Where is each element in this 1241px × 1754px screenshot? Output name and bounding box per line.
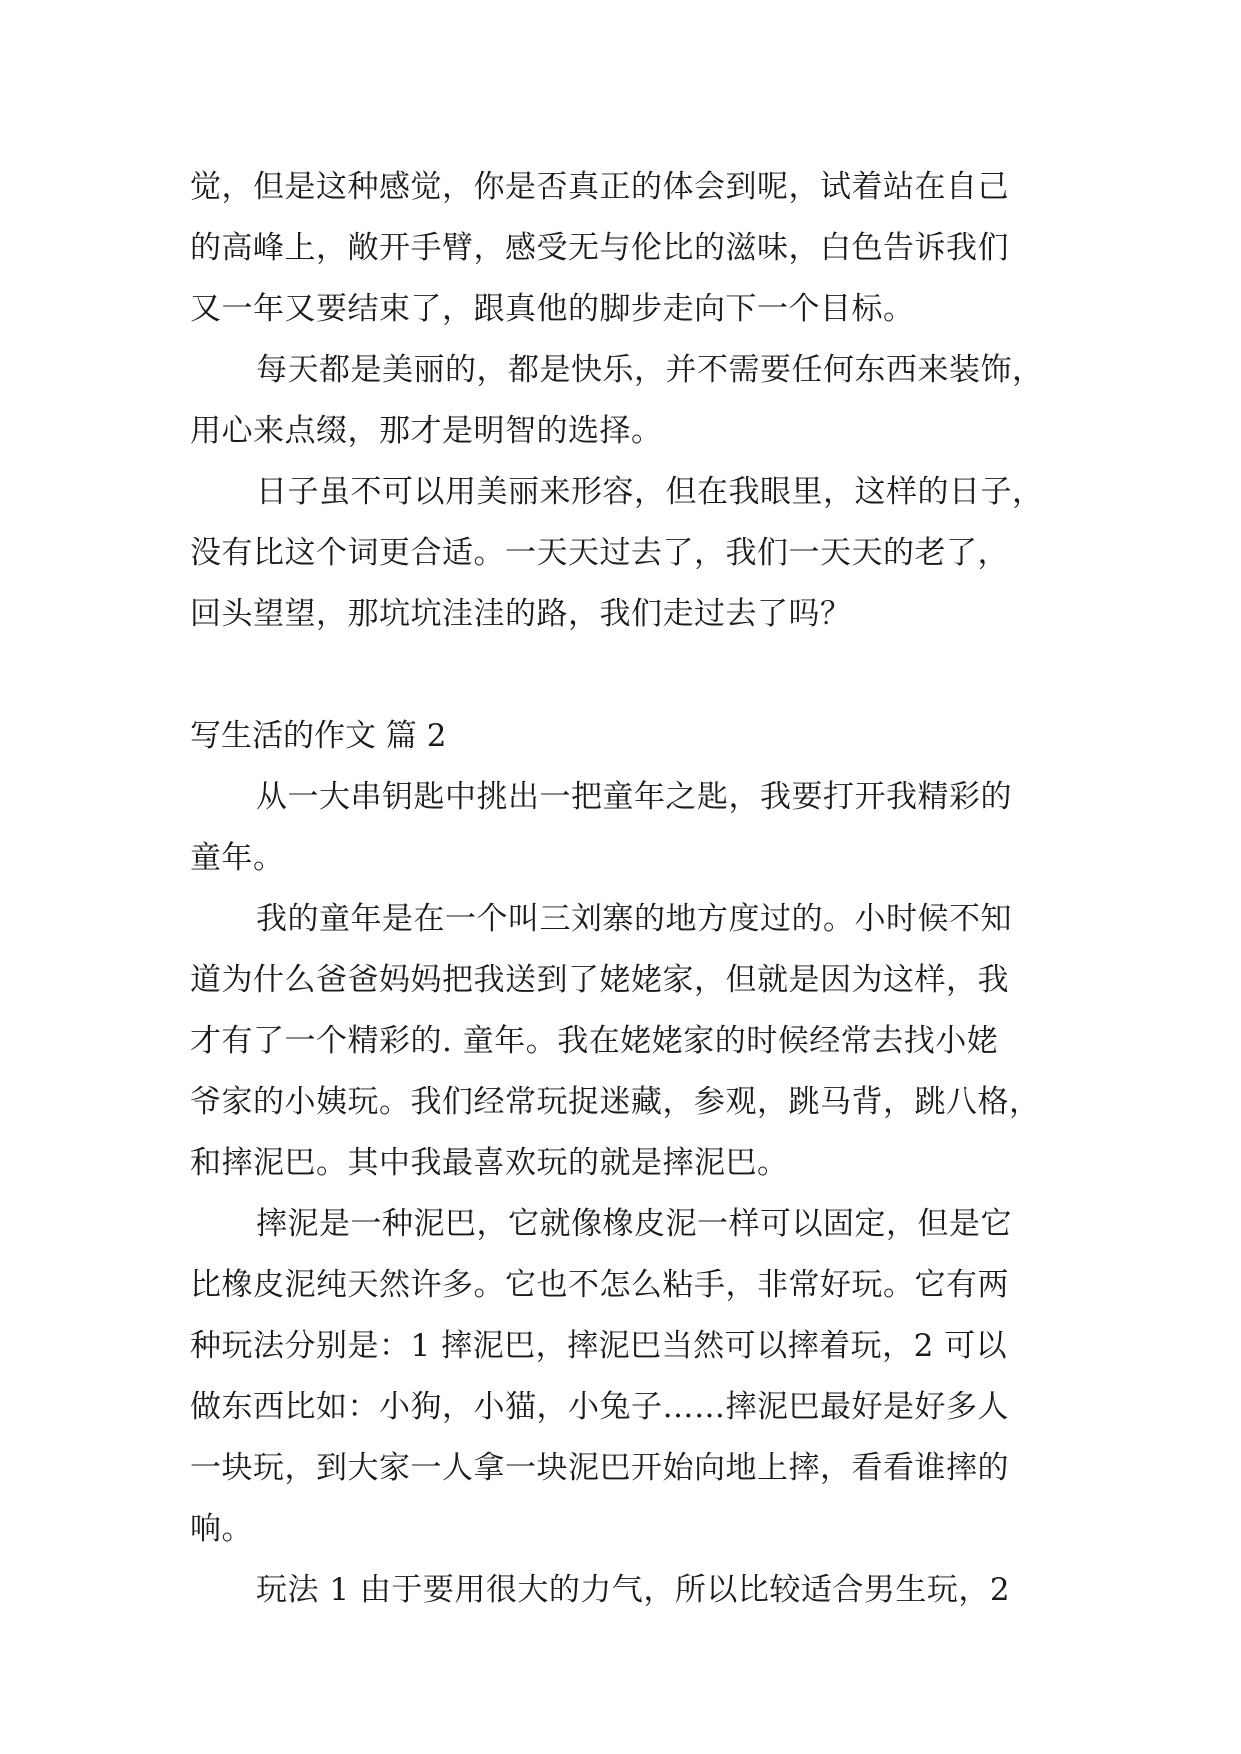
text-line: 日子虽不可以用美丽来形容，但在我眼里，这样的日子，	[256, 474, 1044, 510]
text-line: 的高峰上，敞开手臂，感受无与伦比的滋味，白色告诉我们	[190, 230, 1009, 266]
paragraph	[190, 157, 1070, 340]
section-heading: 写生活的作文 篇 2	[190, 718, 447, 754]
text-line: 才有了一个精彩的. 童年。我在姥姥家的时候经常去找小姥	[190, 1023, 999, 1059]
text-line: 一块玩，到大家一人拿一块泥巴开始向地上摔，看看谁摔的	[190, 1450, 1009, 1486]
paragraph	[190, 340, 1070, 462]
paragraph	[190, 462, 1070, 645]
text-line: 和摔泥巴。其中我最喜欢玩的就是摔泥巴。	[190, 1145, 789, 1181]
paragraph	[190, 1560, 1070, 1621]
text-line: 又一年又要结束了，跟真他的脚步走向下一个目标。	[190, 291, 915, 327]
text-line: 我的童年是在一个叫三刘寨的地方度过的。小时候不知	[256, 901, 1012, 937]
text-line: 道为什么爸爸妈妈把我送到了姥姥家，但就是因为这样，我	[190, 962, 1009, 998]
paragraph	[190, 767, 1070, 889]
document-body	[190, 157, 1070, 1621]
text-line: 没有比这个词更合适。一天天过去了，我们一天天的老了，	[190, 535, 1009, 571]
text-line: 童年。	[190, 840, 285, 876]
text-line: 摔泥是一种泥巴，它就像橡皮泥一样可以固定，但是它	[256, 1206, 1012, 1242]
section-spacer	[190, 645, 1070, 706]
text-line: 做东西比如：小狗，小猫，小兔子……摔泥巴最好是好多人	[190, 1389, 1009, 1425]
text-line: 用心来点缀，那才是明智的选择。	[190, 413, 663, 449]
text-line: 玩法 1 由于要用很大的力气，所以比较适合男生玩，2	[256, 1572, 1011, 1608]
paragraph	[190, 1194, 1070, 1560]
text-line: 回头望望，那坑坑洼洼的路，我们走过去了吗？	[190, 596, 852, 632]
text-line: 每天都是美丽的，都是快乐，并不需要任何东西来装饰，	[256, 352, 1044, 388]
text-line: 觉，但是这种感觉，你是否真正的体会到呢，试着站在自己	[190, 169, 1009, 205]
paragraph	[190, 889, 1070, 1194]
text-line: 比橡皮泥纯天然许多。它也不怎么粘手，非常好玩。它有两	[190, 1267, 1009, 1303]
text-line: 种玩法分别是：1 摔泥巴，摔泥巴当然可以摔着玩，2 可以	[190, 1328, 1008, 1364]
text-line: 响。	[190, 1511, 253, 1547]
text-line: 从一大串钥匙中挑出一把童年之匙，我要打开我精彩的	[256, 779, 1012, 815]
text-line: 爷家的小姨玩。我们经常玩捉迷藏，参观，跳马背，跳八格，	[190, 1084, 1041, 1120]
